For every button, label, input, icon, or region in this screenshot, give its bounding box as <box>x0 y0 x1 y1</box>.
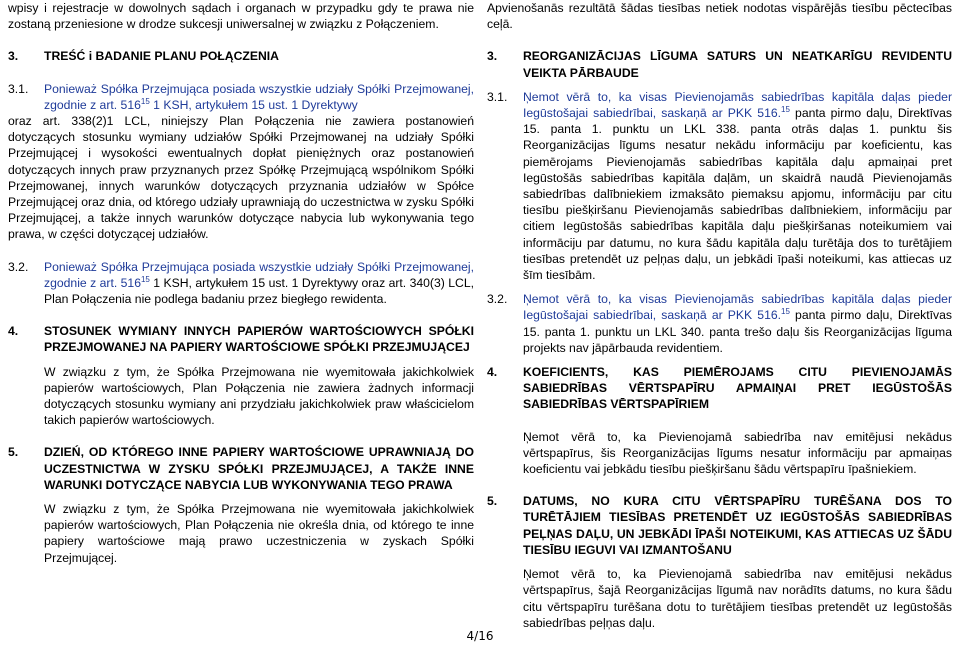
left-section-4-heading <box>8 323 474 355</box>
left-section-5-body: W związku z tym, że Spółka Przejmowana nie wyemitowała jakichkolwiek papierów wartościowych, Plan Połączenia nie określa dnia, od którego te inne papiery wartościowe mają prawo uczestniczenia w zyskach Spółki Przejmującej. <box>44 502 474 565</box>
right-column-latvian <box>487 0 952 631</box>
superscript: 15 <box>781 307 790 317</box>
left-column-polish <box>8 0 474 566</box>
left-section-3-heading <box>8 48 474 64</box>
left-section-5-heading <box>8 444 474 493</box>
section-title: DATUMS, NO KURA CITU VĒRTSPAPĪRU TURĒŠANA DOS TO TURĒTĀJIEM TIESĪBAS PRETENDĒT UZ IEGŪSTOŠĀS SABIEDRĪBAS PEĻŅAS DAĻU, UN JEBKĀDI ĪPAŠI NOTEIKUMI, KAS ATTIECAS UZ ŠĀDU TIESĪBU IEGUVI VAI IZMANTOŠANU <box>523 494 952 557</box>
right-section-3-heading <box>487 48 952 80</box>
section-number: 4. <box>8 324 19 339</box>
right-paragraph-3-2 <box>487 291 952 356</box>
paragraph-number: 3.1. <box>8 81 29 96</box>
left-paragraph-3-2 <box>8 259 474 308</box>
paragraph-text: Ņemot vērā to, ka visas Pievienojamās sabiedrības kapitāla daļas pieder Iegūstošajai sabiedrībai, saskaņā ar PKK 516. <box>523 89 952 121</box>
right-paragraph-3-1 <box>487 89 952 283</box>
paragraph-number: 3.1. <box>487 89 508 104</box>
page-number: 4/16 <box>466 629 494 643</box>
paragraph-continuation: oraz art. 338(2)1 LCL, niniejszy Plan Połączenia nie zawiera postanowień dotyczących stosunku wymiany udziałów Spółki Przejmowanej na udziały Spółki Przejmującej i wysokości ewentualnych dopłat pieniężnych oraz postanowień dotyczących innych praw przyznanych przez Spółkę Przejmującą wspólnikom Spółki Przejmowanej, innych warunków dotyczących przyznania udziałów w Spółce Przejmującej oraz dnia, od którego udziały uprawniają do uczestnictwa w zysku Spółki Przejmującej, a także innych warunków dotyczące nabycia lub wykonywania tego prawa, w części dotyczącej udziałów. <box>8 114 474 242</box>
section-number: 3. <box>8 49 19 64</box>
section-title: REORGANIZĀCIJAS LĪGUMA SATURS UN NEATKARĪGU REVIDENTU VEIKTA PĀRBAUDE <box>523 49 952 80</box>
section-number: 3. <box>487 49 498 64</box>
paragraph-text-cont: panta pirmo daļu, Direktīvas 15. panta 1. punktu un LKL 340. panta trešo daļu šis Reorganizācijas līguma projekts nav jāpārbauda revidentiem. <box>523 308 952 355</box>
right-section-4-heading <box>487 364 952 413</box>
paragraph-text: Ponieważ Spółka Przejmująca posiada wszystkie udziały Spółki Przejmowanej, zgodnie z art. 516 <box>44 259 474 290</box>
right-section-4-body: Ņemot vērā to, ka Pievienojamā sabiedrība nav emitējusi nekādus vērtspapīrus, šis Reorganizācijas līgums nesatur informāciju par apmaiņas koeficientu vai jebkādu tiesību piešķiršanu šādu vērtspapīru īpašniekiem. <box>523 429 952 477</box>
section-number: 5. <box>8 445 19 460</box>
left-section-4-body: W związku z tym, że Spółka Przejmowana nie wyemitowała jakichkolwiek papierów wartościowych, Plan Połączenia nie zawiera żadnych informacji dotyczących stosunku wymiany ani przydziału jakichkolwiek praw właścicielom takich papierów wartościowych. <box>44 364 474 428</box>
left-paragraph-3-1 <box>8 81 474 243</box>
right-intro-paragraph: Apvienošanās rezultātā šādas tiesības netiek nodotas vispārējās tiesību pēctecības ceļā. <box>487 1 952 32</box>
paragraph-text: Ponieważ Spółka Przejmująca posiada wszystkie udziały Spółki Przejmowanej, zgodnie z art. 516 <box>44 81 474 112</box>
right-section-5-body: Ņemot vērā to, ka Pievienojamā sabiedrība nav emitējusi nekādus vērtspapīrus, šajā Reorganizācijas līgumā nav norādīts datums, no kura šādu citu vērtspapīru turēšana dotu to turētājiem tiesības pretendēt uz Iegūstošās sabiedrības peļņas daļu. <box>523 567 952 630</box>
section-number: 5. <box>487 494 498 509</box>
paragraph-number: 3.2. <box>487 292 508 307</box>
section-title: TREŚĆ i BADANIE PLANU POŁĄCZENIA <box>44 49 279 64</box>
right-section-5-heading <box>487 493 952 558</box>
paragraph-number: 3.2. <box>8 259 29 274</box>
paragraph-text-cont: 1 KSH, artykułem 15 ust. 1 Dyrektywy <box>149 97 358 112</box>
paragraph-text-cont: panta pirmo daļu, Direktīvas 15. panta 1. punktu un LKL 338. panta otrās daļas 1. punktu šis Reorganizācijas līgums nesatur nekādu informāciju par koeficientu, kas piemērojams Pievienojamās sabiedrības kapitāla daļu apmaiņai pret Iegūstošās sabiedrības kapitāla daļām, un skaidrā naudā Pievienojamās sabiedrības dalībniekiem izmaksāto piemaksu apjomu, informāciju par citu tiesību piešķiršanu Pievienojamās sabiedrības dalībniekiem, informāciju par citiem Iegūstošās sabiedrības kapitāla daļu piešķiršanas noteikumiem vai informāciju par datumu, no kura šādu kapitāla daļu turētāja dos to turētājiem tiesības pretendēt uz peļņas daļu, un jebkādi īpaši noteikumi, kas attiecas uz šīm tiesībām. <box>523 106 952 283</box>
section-number: 4. <box>487 365 498 380</box>
superscript: 15 <box>781 104 790 114</box>
section-title: KOEFICIENTS, KAS PIEMĒROJAMS CITU PIEVIENOJAMĀS SABIEDRĪBAS VĒRTSPAPĪRU APMAIŅAI PRET IEGŪSTOŠĀS SABIEDRĪBAS VĒRTSPAPĪRIEM <box>523 365 952 412</box>
paragraph-text: Ņemot vērā to, ka visas Pievienojamās sabiedrības kapitāla daļas pieder Iegūstošajai sabiedrībai, saskaņā ar PKK 516. <box>523 292 952 323</box>
superscript: 15 <box>140 96 150 106</box>
paragraph-text-cont: 1 KSH, artykułem 15 ust. 1 Dyrektywy oraz art. 340(3) LCL, Plan Połączenia nie podlega badaniu przez biegłego rewidenta. <box>44 275 474 307</box>
left-intro-paragraph: wpisy i rejestracje w dowolnych sądach i organach w przypadku gdy te prawa nie zostaną przeniesione w drodze sukcesji uniwersalnej w związku z Połączeniem. <box>8 1 474 32</box>
superscript: 15 <box>140 274 150 284</box>
section-title: DZIEŃ, OD KTÓREGO INNE PAPIERY WARTOŚCIOWE UPRAWNIAJĄ DO UCZESTNICTWA W ZYSKU SPÓŁKI PRZEJMUJĄCEJ, A TAKŻE INNE WARUNKI DOTYCZĄCE NABYCIA LUB WYKONYWANIA TEGO PRAWA <box>44 445 474 492</box>
section-title: STOSUNEK WYMIANY INNYCH PAPIERÓW WARTOŚCIOWYCH SPÓŁKI PRZEJMOWANEJ NA PAPIERY WARTOŚCIOWE SPÓŁKI PRZEJMUJĄCEJ <box>44 324 474 355</box>
